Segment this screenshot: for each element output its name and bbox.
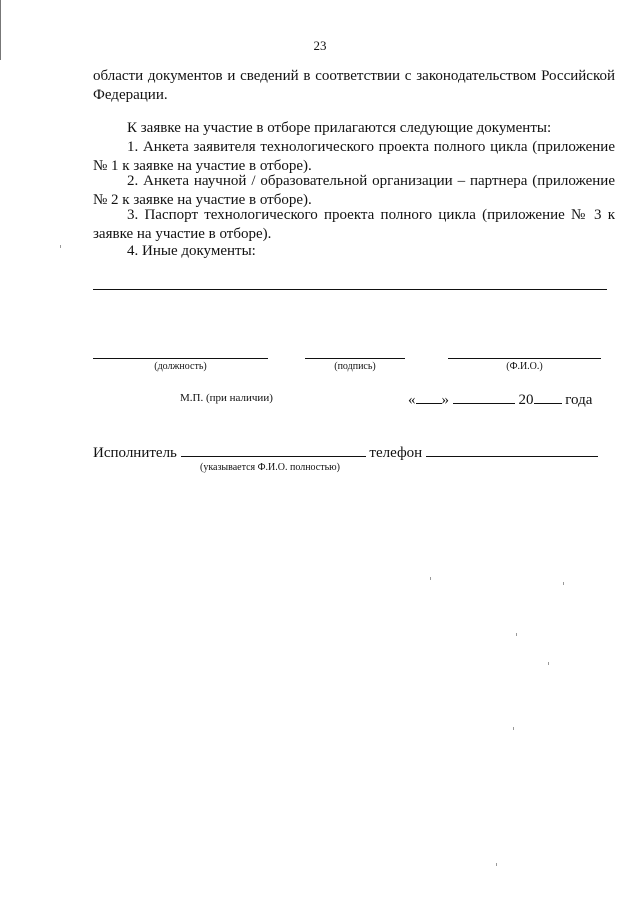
other-documents-line <box>93 289 607 290</box>
signature-caption: (подпись) <box>334 361 376 372</box>
executor-name-blank <box>181 443 366 457</box>
scan-speck <box>516 633 517 636</box>
attachments-intro: К заявке на участие в отборе прилагаются следующие документы: <box>127 120 552 136</box>
date-line <box>408 390 592 409</box>
position-caption: (должность) <box>154 361 207 372</box>
date-close-quote: » <box>441 392 449 408</box>
year-blank <box>534 390 562 404</box>
day-blank <box>416 390 442 404</box>
name-line <box>448 358 601 359</box>
page-number: 23 <box>313 38 327 53</box>
year-suffix: года <box>565 392 593 408</box>
attachment-item-4: 4. Иные документы: <box>127 243 256 259</box>
date-open-quote: « <box>408 392 416 408</box>
name-caption: (Ф.И.О.) <box>506 361 543 372</box>
executor-note: (указывается Ф.И.О. полностью) <box>200 462 340 473</box>
executor-line <box>93 443 598 462</box>
month-blank <box>453 390 515 404</box>
signature-line <box>305 358 405 359</box>
phone-label: телефон <box>369 445 423 461</box>
position-line <box>93 358 268 359</box>
phone-blank <box>426 443 598 457</box>
attachment-item-1: 1. Анкета заявителя технологического проекта полного цикла (приложение № 1 к заявке на участие в отборе). <box>93 139 615 174</box>
scan-speck <box>513 727 514 730</box>
year-prefix: 20 <box>518 392 534 408</box>
stamp-note: М.П. (при наличии) <box>180 392 273 404</box>
scan-speck <box>430 577 431 580</box>
attachment-item-2: 2. Анкета научной / образовательной организации – партнера (приложение № 2 к заявке на участие в отборе). <box>93 173 615 208</box>
scan-speck <box>496 863 497 866</box>
attachment-item-3: 3. Паспорт технологического проекта полного цикла (приложение № 3 к заявке на участие в отборе). <box>93 207 615 242</box>
scan-speck <box>563 582 564 585</box>
executor-label: Исполнитель <box>93 445 177 461</box>
scan-speck <box>548 662 549 665</box>
paragraph-continuation: области документов и сведений в соответствии с законодательством Российской Федерации. <box>93 68 615 103</box>
scan-speck <box>60 245 61 248</box>
